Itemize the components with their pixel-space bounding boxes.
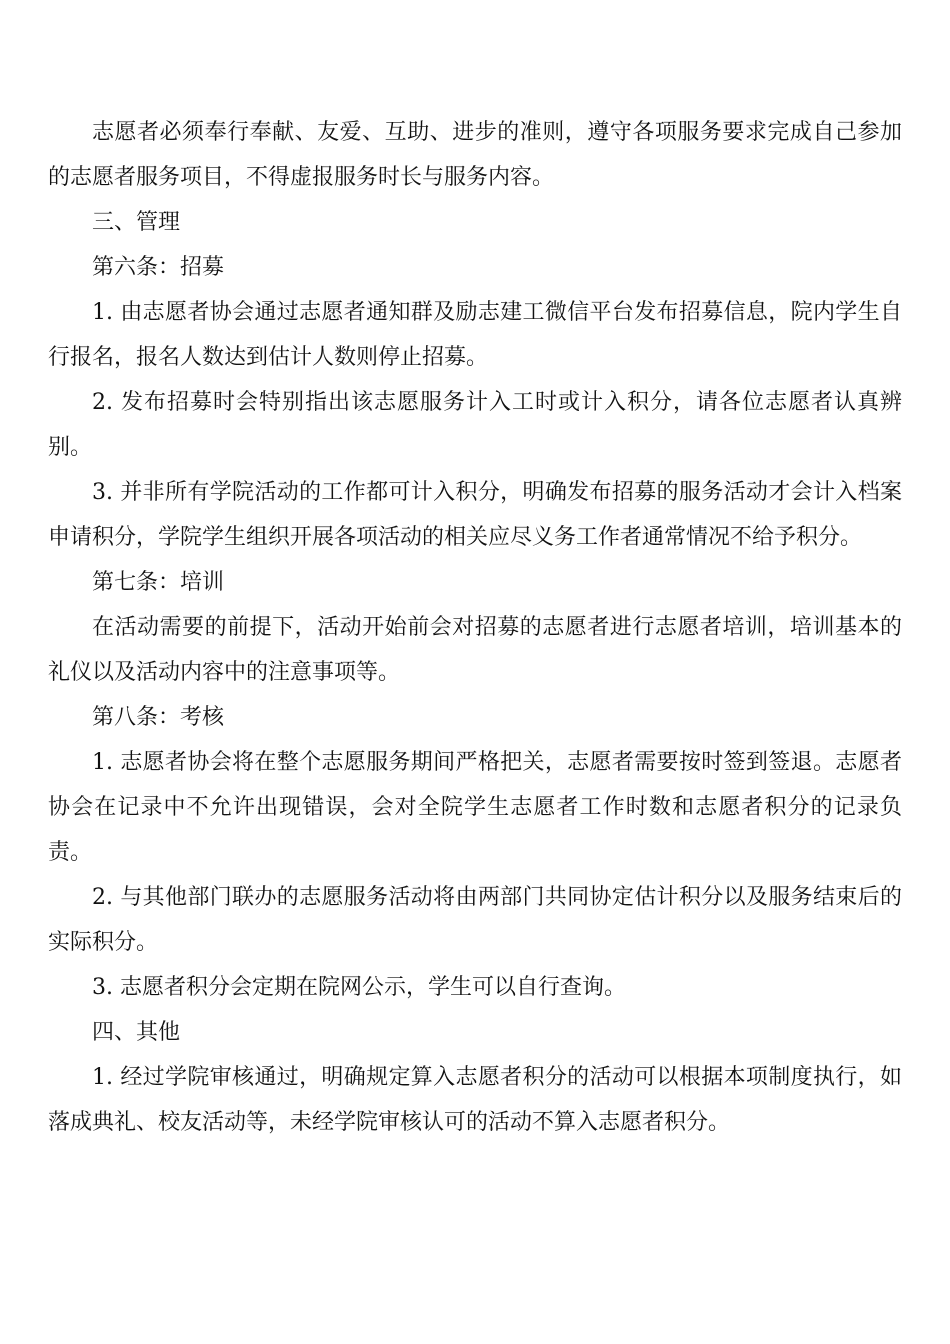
- article-heading-recruitment: 第六条：招募: [92, 255, 225, 280]
- paragraph-recruitment-3: 3. 并非所有学院活动的工作都可计入积分，明确发布招募的服务活动才会计入档案申请积分，学院学生组织开展各项活动的相关应尽义务工作者通常情况不给予积分。: [48, 480, 902, 550]
- paragraph-assessment-3: 3. 志愿者积分会定期在院网公示，学生可以自行查询。: [92, 975, 626, 1000]
- paragraph-training: 在活动需要的前提下，活动开始前会对招募的志愿者进行志愿者培训，培训基本的礼仪以及活动内容中的注意事项等。: [48, 615, 902, 685]
- section-heading-other: 四、其他: [92, 1020, 181, 1045]
- paragraph-other-1: 1. 经过学院审核通过，明确规定算入志愿者积分的活动可以根据本项制度执行，如落成典礼、校友活动等，未经学院审核认可的活动不算入志愿者积分。: [48, 1065, 902, 1135]
- paragraph-recruitment-2: 2. 发布招募时会特别指出该志愿服务计入工时或计入积分，请各位志愿者认真辨别。: [48, 390, 902, 460]
- section-heading-management: 三、管理: [92, 210, 181, 235]
- paragraph-assessment-1: 1. 志愿者协会将在整个志愿服务期间严格把关，志愿者需要按时签到签退。志愿者协会在记录中不允许出现错误，会对全院学生志愿者工作时数和志愿者积分的记录负责。: [48, 750, 902, 865]
- article-heading-assessment: 第八条：考核: [92, 705, 225, 730]
- paragraph-volunteer-principles: 志愿者必须奉行奉献、友爱、互助、进步的准则，遵守各项服务要求完成自己参加的志愿者服务项目，不得虚报服务时长与服务内容。: [48, 120, 902, 190]
- article-heading-training: 第七条：培训: [92, 570, 225, 595]
- document-body: [48, 110, 902, 1145]
- paragraph-assessment-2: 2. 与其他部门联办的志愿服务活动将由两部门共同协定估计积分以及服务结束后的实际积分。: [48, 885, 902, 955]
- paragraph-recruitment-1: 1. 由志愿者协会通过志愿者通知群及励志建工微信平台发布招募信息，院内学生自行报名，报名人数达到估计人数则停止招募。: [48, 300, 902, 370]
